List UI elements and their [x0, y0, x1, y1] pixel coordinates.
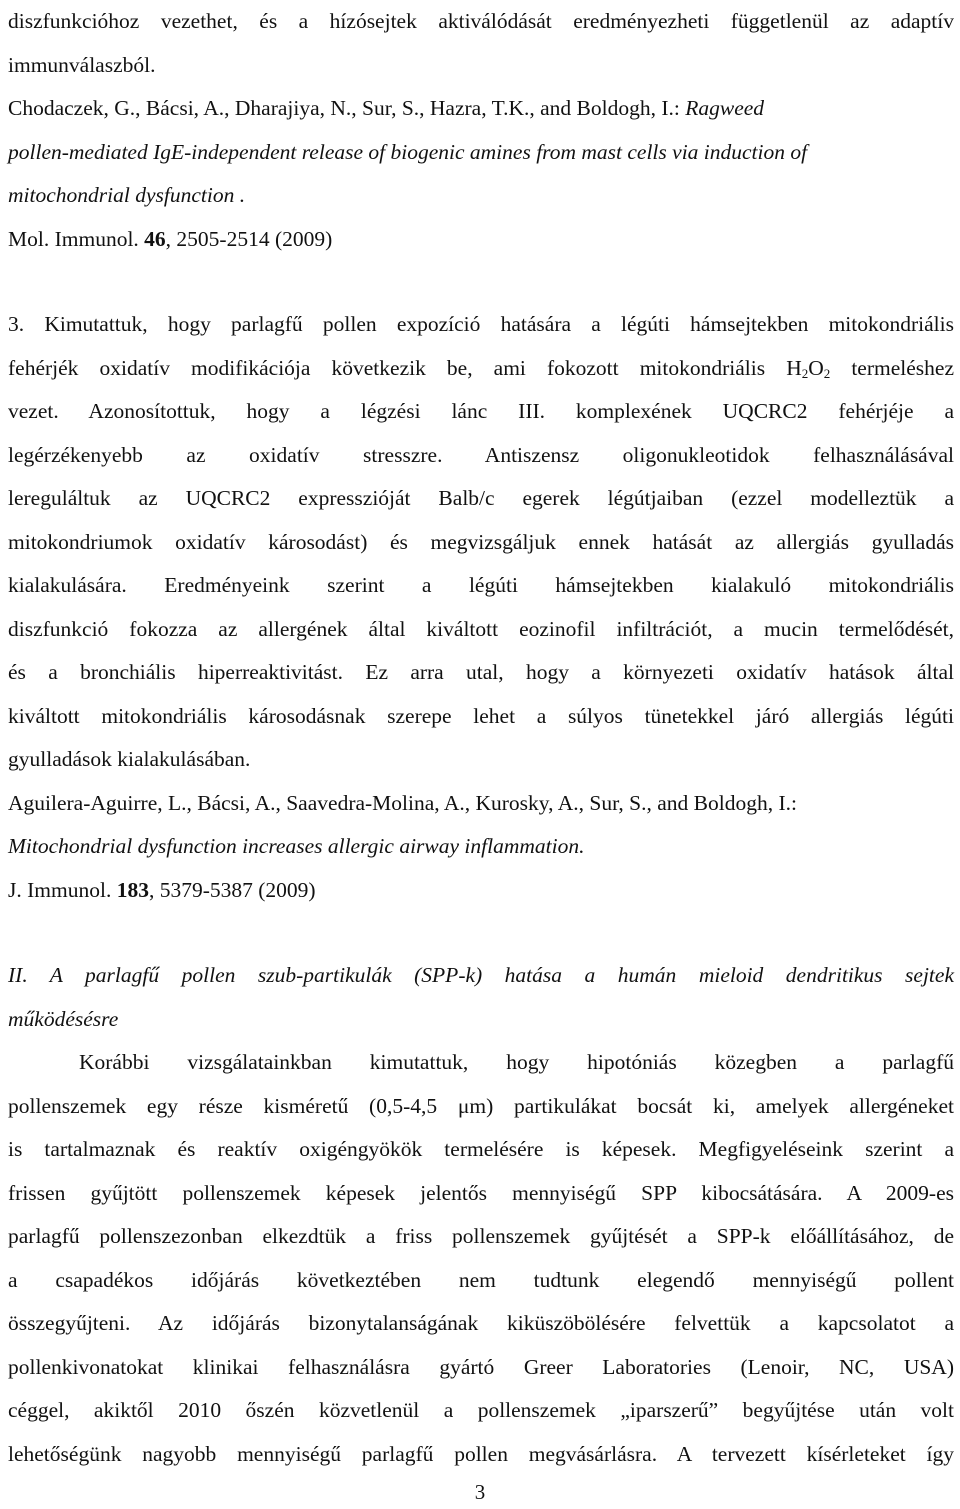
- reference-2-citation: [8, 869, 954, 913]
- reference-1-journal: Mol. Immunol.: [8, 226, 139, 251]
- reference-2-title-text: Mitochondrial dysfunction increases allergic airway inflammation.: [8, 834, 585, 858]
- paragraph-ii-line-7: összegyűjteni. Az időjárás bizonytalanságának kiküszöbölésére felvettük a kapcsolatot a: [8, 1311, 954, 1335]
- page-number: 3: [474, 1480, 486, 1504]
- reference-2-authors: Aguilera-Aguirre, L., Bácsi, A., Saavedra-Molina, A., Kurosky, A., Sur, S., and Boldogh, I.:: [8, 790, 797, 815]
- paragraph-3-line-4: legérzékenyebb az oxidatív stresszre. Antiszensz oligonukleotidok felhasználásával: [8, 442, 954, 467]
- reference-1-pages: , 2505-2514 (2009): [165, 226, 333, 251]
- paragraph-3-text-2b: O: [808, 355, 824, 380]
- paragraph-ii-line-9: céggel, akiktől 2010 őszén közvetlenül a pollenszemek „iparszerű” begyűjtése után volt: [8, 1398, 954, 1422]
- reference-1-volume: 46: [144, 226, 166, 251]
- intro-line-2: immunválaszból.: [8, 52, 156, 77]
- paragraph-3-line-6: mitokondriumok oxidatív károsodást) és megvizsgáljuk ennek hatását az allergiás gyulladás: [8, 529, 954, 554]
- subscript-1: 2: [801, 365, 809, 381]
- paragraph-3-line-3: vezet. Azonosítottuk, hogy a légzési lánc III. komplexének UQCRC2 fehérjéje a: [8, 399, 954, 423]
- subscript-2: 2: [823, 365, 831, 381]
- paragraph-ii-line-8: pollenkivonatokat klinikai felhasználásra gyártó Greer Laboratories (Lenoir, NC, USA): [8, 1354, 954, 1379]
- paragraph-ii-line-2: pollenszemek egy része kisméretű (0,5-4,5 μm) partikulákat bocsát ki, amelyek allergéneket: [8, 1093, 954, 1118]
- paragraph-3-line-9: és a bronchiális hiperreaktivitást. Ez arra utal, hogy a környezeti oxidatív hatások által: [8, 660, 954, 684]
- reference-1-citation: [8, 218, 954, 262]
- reference-1-author-list: Chodaczek, G., Bácsi, A., Dharajiya, N., Sur, S., Hazra, T.K., and Boldogh, I.:: [8, 96, 680, 120]
- section-2-heading-line-1: [8, 954, 954, 998]
- paragraph-ii-line-3: is tartalmaznak és reaktív oxigéngyökök termelésére is képesek. Megfigyeléseink szerint a: [8, 1137, 954, 1161]
- paragraph-3-line-8: diszfunkció fokozza az allergének által kiváltott eozinofil infiltrációt, a mucin termelődését,: [8, 616, 954, 641]
- document-page: [8, 0, 954, 1476]
- reference-2-volume: 183: [116, 877, 149, 902]
- section-2-heading-line-2: [8, 998, 954, 1042]
- reference-2-journal: J. Immunol.: [8, 877, 112, 902]
- reference-1-title-line-2: [8, 131, 954, 175]
- paragraph-3-line-2: [8, 347, 954, 391]
- paragraph-ii-line-1: Korábbi vizsgálatainkban kimutattuk, hogy hipotóniás közegben a parlagfű: [79, 1050, 954, 1074]
- paragraph-ii-line-10: lehetőségünk nagyobb mennyiségű parlagfű pollen megvásárlásra. A tervezett kísérleteket így: [8, 1441, 954, 1466]
- paragraph-3-text-2c: termeléshez: [830, 355, 954, 380]
- paragraph-3-line-7: kialakulására. Eredményeink szerint a légúti hámsejtekben kialakuló mitokondriális: [8, 573, 954, 597]
- reference-1-authors: [8, 87, 954, 131]
- intro-line-1: diszfunkcióhoz vezethet, és a hízósejtek aktiválódását eredményezheti függetlenül az adaptív: [8, 9, 954, 33]
- section-2-heading-text-1: II. A parlagfű pollen szub-partikulák (SPP-k) hatása a humán mieloid dendritikus sejtek: [8, 963, 954, 987]
- reference-1-title-line-3: [8, 174, 954, 218]
- paragraph-3-text-2a: fehérjék oxidatív modifikációja következik be, ami fokozott mitokondriális H: [8, 355, 802, 380]
- paragraph-3-line-11: gyulladások kialakulásában.: [8, 747, 251, 771]
- reference-2-title: [8, 825, 954, 869]
- reference-1-title-text-3: mitochondrial dysfunction .: [8, 183, 246, 207]
- section-2-heading-text-2: működésésre: [8, 1006, 119, 1031]
- paragraph-3-line-5: lereguláltuk az UQCRC2 expresszióját Balb/c egerek légútjaiban (ezzel modelleztük a: [8, 486, 954, 510]
- paragraph-3-line-10: kiváltott mitokondriális károsodásnak szerepe lehet a súlyos tünetekkel járó allergiás légúti: [8, 703, 954, 728]
- paragraph-ii-line-6: a csapadékos időjárás következtében nem tudtunk elegendő mennyiségű pollent: [8, 1267, 954, 1292]
- paragraph-ii-line-5: parlagfű pollenszezonban elkezdtük a friss pollenszemek gyűjtését a SPP-k előállításához, de: [8, 1224, 954, 1248]
- reference-1-title-text-2: pollen-mediated IgE-independent release of biogenic amines from mast cells via induction of: [8, 139, 808, 164]
- paragraph-ii-line-4: frissen gyűjtött pollenszemek képesek jelentős mennyiségű SPP kibocsátására. A 2009-es: [8, 1180, 954, 1205]
- reference-2-pages: , 5379-5387 (2009): [148, 877, 316, 902]
- paragraph-3-line-1: 3. Kimutattuk, hogy parlagfű pollen expozíció hatására a légúti hámsejtekben mitokondriális: [8, 312, 954, 336]
- reference-1-title-start: Ragweed: [685, 96, 765, 120]
